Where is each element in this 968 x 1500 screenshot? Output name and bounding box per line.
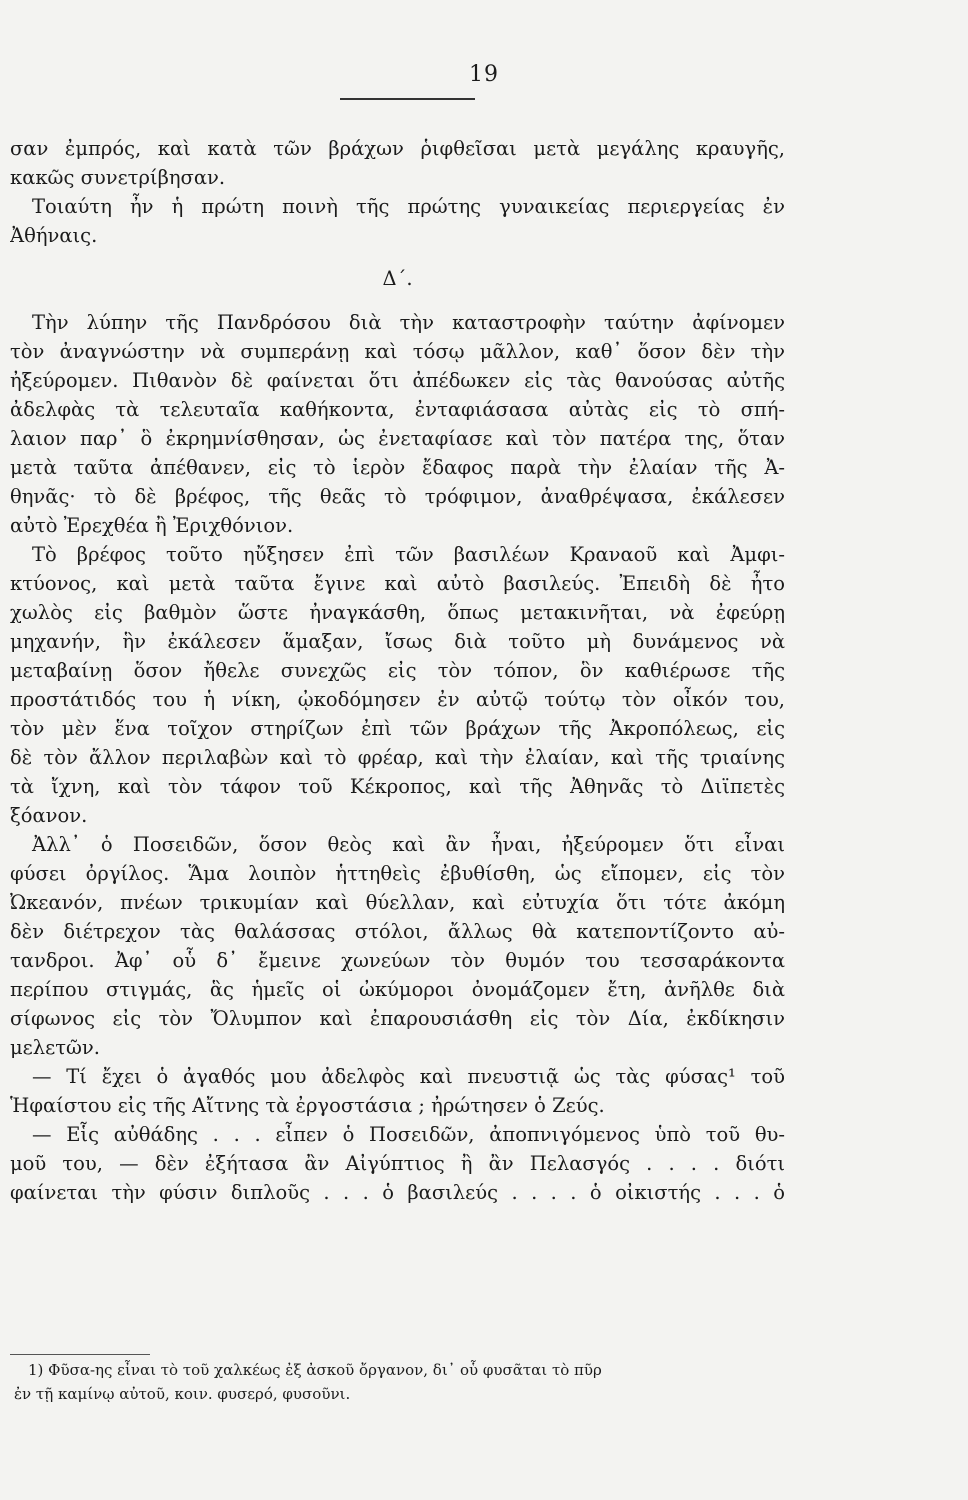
text-line: μεταβαίνῃ ὅσον ἤθελε συνεχῶς εἰς τὸν τόπον, ὃν καθιέρωσε τῆς bbox=[10, 659, 785, 682]
text-line: κτύονος, καὶ μετὰ ταῦτα ἔγινε καὶ αὐτὸ βασιλεύς. Ἐπειδὴ δὲ ἦτο bbox=[10, 572, 785, 595]
text-line: Τοιαύτη ἦν ἡ πρώτη ποινὴ τῆς πρώτης γυναικείας περιεργείας ἐν bbox=[32, 195, 785, 218]
text-line: λαιον παρ᾽ ὃ ἐκρημνίσθησαν, ὡς ἐνεταφίασε καὶ τὸν πατέρα της, ὅταν bbox=[10, 427, 785, 450]
body-text bbox=[10, 134, 785, 1207]
text-line: μελετῶν. bbox=[10, 1036, 100, 1059]
text-line: τὸν ἀναγνώστην νὰ συμπεράνῃ καὶ τόσῳ μᾶλλον, καθ᾽ ὅσον δὲν τὴν bbox=[10, 340, 785, 363]
text-line: δὲν διέτρεχον τὰς θαλάσσας στόλοι, ἄλλως θὰ κατεποντίζοντο αὐ- bbox=[10, 920, 785, 943]
text-line: μετὰ ταῦτα ἀπέθανεν, εἰς τὸ ἱερὸν ἔδαφος παρὰ τὴν ἐλαίαν τῆς Ἀ- bbox=[10, 456, 785, 479]
text-line: Ἡφαίστου εἰς τῆς Αἴτνης τὰ ἐργοστάσια ; ἠρώτησεν ὁ Ζεύς. bbox=[10, 1094, 605, 1117]
text-line: κακῶς συνετρίβησαν. bbox=[10, 166, 226, 189]
text-line: τανδροι. Ἀφ᾽ οὗ δ᾽ ἔμεινε χωνεύων τὸν θυμόν του τεσσαράκοντα bbox=[10, 949, 785, 972]
footnote-line: ἐν τῇ καμίνῳ αὐτοῦ, κοιν. φυσερό, φυσοῦνι. bbox=[14, 1385, 351, 1403]
text-line: τὰ ἴχνη, καὶ τὸν τάφον τοῦ Κέκροπος, καὶ τῆς Ἀθηνᾶς τὸ Διϊπετὲς bbox=[10, 775, 785, 798]
text-line: μοῦ του, — δὲν ἐξήτασα ἂν Αἰγύπτιος ἢ ἂν Πελασγός . . . . διότι bbox=[10, 1152, 785, 1175]
text-line: Ὠκεανόν, πνέων τρικυμίαν καὶ θύελλαν, καὶ εὐτυχία ὅτι τότε ἀκόμη bbox=[10, 891, 785, 914]
text-line: θηνᾶς· τὸ δὲ βρέφος, τῆς θεᾶς τὸ τρόφιμον, ἀναθρέψασα, ἐκάλεσεν bbox=[10, 485, 785, 508]
footnote-line: 1) Φῦσα-ης εἶναι τὸ τοῦ χαλκέως ἐξ ἀσκοῦ ὄργανον, δι᾽ οὗ φυσᾶται τὸ πῦρ bbox=[28, 1361, 602, 1379]
text-line: Τὸ βρέφος τοῦτο ηὔξησεν ἐπὶ τῶν βασιλέων Κραναοῦ καὶ Ἀμφι- bbox=[32, 543, 785, 566]
text-line: Ἀλλ᾽ ὁ Ποσειδῶν, ὅσον θεὸς καὶ ἂν ἦναι, ἠξεύρομεν ὅτι εἶναι bbox=[32, 833, 785, 856]
text-line: — Εἷς αὐθάδης . . . εἶπεν ὁ Ποσειδῶν, ἀποπνιγόμενος ὑπὸ τοῦ θυ- bbox=[32, 1123, 785, 1146]
text-line: — Τί ἔχει ὁ ἀγαθός μου ἀδελφὸς καὶ πνευστιᾷ ὡς τὰς φύσας¹ τοῦ bbox=[32, 1065, 785, 1088]
footnotes bbox=[14, 1358, 784, 1406]
text-line: Ἀθήναις. bbox=[10, 224, 98, 247]
text-line: αὐτὸ Ἐρεχθέα ἢ Ἐριχθόνιον. bbox=[10, 514, 294, 537]
text-line: Τὴν λύπην τῆς Πανδρόσου διὰ τὴν καταστροφὴν ταύτην ἀφίνομεν bbox=[32, 311, 785, 334]
text-line: ξόανον. bbox=[10, 804, 88, 827]
text-line: τὸν μὲν ἕνα τοῖχον στηρίζων ἐπὶ τῶν βράχων τῆς Ἀκροπόλεως, εἰς bbox=[10, 717, 785, 740]
text-line: προστάτιδός του ἡ νίκη, ᾠκοδόμησεν ἐν αὐτῷ τούτῳ τὸν οἶκόν του, bbox=[10, 688, 785, 711]
text-line: σίφωνος εἰς τὸν Ὄλυμπον καὶ ἐπαρουσιάσθη εἰς τὸν Δία, ἐκδίκησιν bbox=[10, 1007, 785, 1030]
text-line: χωλὸς εἰς βαθμὸν ὥστε ἠναγκάσθη, ὅπως μετακινῆται, νὰ ἐφεύρῃ bbox=[10, 601, 785, 624]
text-line: σαν ἐμπρός, καὶ κατὰ τῶν βράχων ῥιφθεῖσαι μετὰ μεγάλης κραυγῆς, bbox=[10, 137, 785, 160]
page-number: 19 bbox=[469, 62, 499, 87]
text-line: ἀδελφὰς τὰ τελευταῖα καθήκοντα, ἐνταφιάσασα αὐτὰς εἰς τὸ σπή- bbox=[10, 398, 785, 421]
text-line: δὲ τὸν ἄλλον περιλαβὼν καὶ τὸ φρέαρ, καὶ τὴν ἐλαίαν, καὶ τῆς τριαίνης bbox=[10, 746, 785, 769]
text-line: ἠξεύρομεν. Πιθανὸν δὲ φαίνεται ὅτι ἀπέδωκεν εἰς τὰς θανούσας αὐτῆς bbox=[10, 369, 785, 392]
text-line: Δ΄. bbox=[382, 267, 413, 290]
footnote-rule bbox=[10, 1354, 150, 1355]
text-line: μηχανήν, ἣν ἐκάλεσεν ἅμαξαν, ἴσως διὰ τοῦτο μὴ δυνάμενος νὰ bbox=[10, 630, 785, 653]
text-line: φύσει ὀργίλος. Ἅμα λοιπὸν ἡττηθεὶς ἐβυθίσθη, ὡς εἴπομεν, εἰς τὸν bbox=[10, 862, 785, 885]
text-line: φαίνεται τὴν φύσιν διπλοῦς . . . ὁ βασιλεύς . . . . ὁ οἰκιστής . . . ὁ bbox=[10, 1181, 785, 1204]
text-line: περίπου στιγμάς, ἃς ἡμεῖς οἱ ὠκύμοροι ὀνομάζομεν ἔτη, ἀνῆλθε διὰ bbox=[10, 978, 785, 1001]
header-rule bbox=[340, 98, 475, 100]
